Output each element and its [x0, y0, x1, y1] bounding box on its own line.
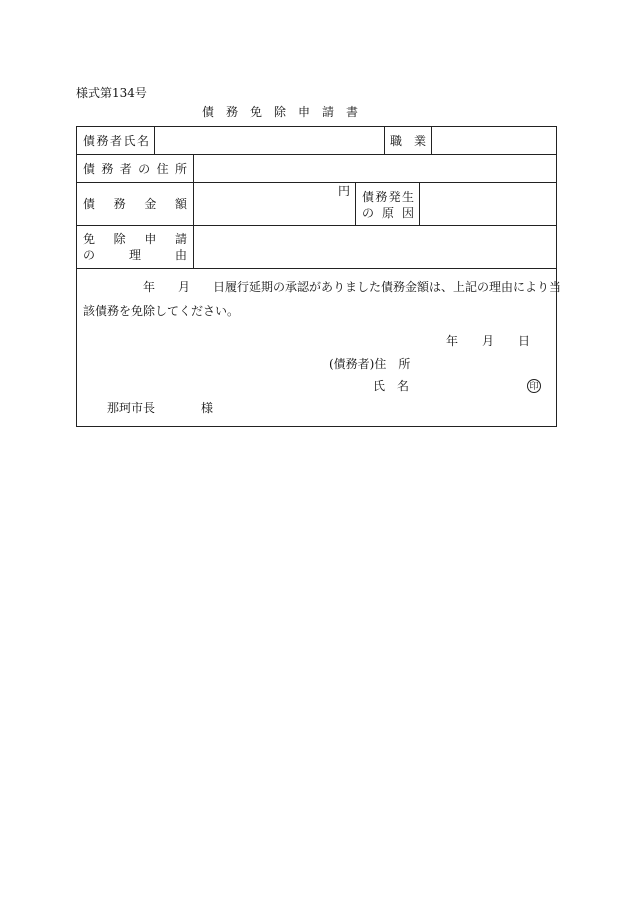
debt-amount-field[interactable] [194, 183, 355, 225]
statement-year: 年 [143, 280, 156, 294]
debtor-name-field[interactable] [155, 127, 384, 154]
debtor-address-signature: (債務者)住 所 [329, 357, 411, 371]
yen-unit: 円 [338, 184, 351, 198]
occupation-label: 職 業 [390, 134, 426, 148]
debtor-address-field[interactable] [194, 155, 556, 182]
debtor-name-label: 債 務 者 氏 名 [83, 134, 149, 148]
statement-month: 月 [178, 280, 191, 294]
exemption-reason-label-line1: 免 除 申 請 [83, 232, 187, 246]
debt-cause-label-line1: 債 務 発 生 [362, 190, 414, 204]
addressee-name: 那珂市長 [107, 401, 156, 415]
occupation-field[interactable] [432, 127, 556, 154]
date-month: 月 [482, 334, 495, 348]
col-divider [355, 182, 356, 225]
application-table [76, 126, 562, 427]
form-number: 様式第134号 [76, 86, 147, 100]
exemption-reason-label-line2: の 理 由 [83, 248, 187, 262]
form-title: 債 務 免 除 申 請 書 [202, 105, 359, 119]
col-divider [384, 127, 385, 154]
debt-amount-label: 債 務 金 額 [83, 197, 187, 211]
date-day: 日 [518, 334, 531, 348]
addressee-honorific: 様 [201, 401, 214, 415]
exemption-reason-field[interactable] [194, 226, 556, 268]
statement-line1: 日履行延期の承認がありました債務金額は、上記の理由により当 [213, 280, 562, 294]
debtor-name-signature: 氏 名 [373, 379, 410, 393]
date-year: 年 [446, 334, 459, 348]
debt-cause-label-line2: の 原 因 [362, 206, 414, 220]
statement-line2: 該債務を免除してください。 [83, 304, 240, 318]
seal-mark: 印 [527, 379, 541, 393]
row-divider [77, 268, 556, 269]
debt-cause-field[interactable] [420, 183, 556, 225]
debtor-address-label: 債 務 者 の 住 所 [83, 162, 187, 176]
